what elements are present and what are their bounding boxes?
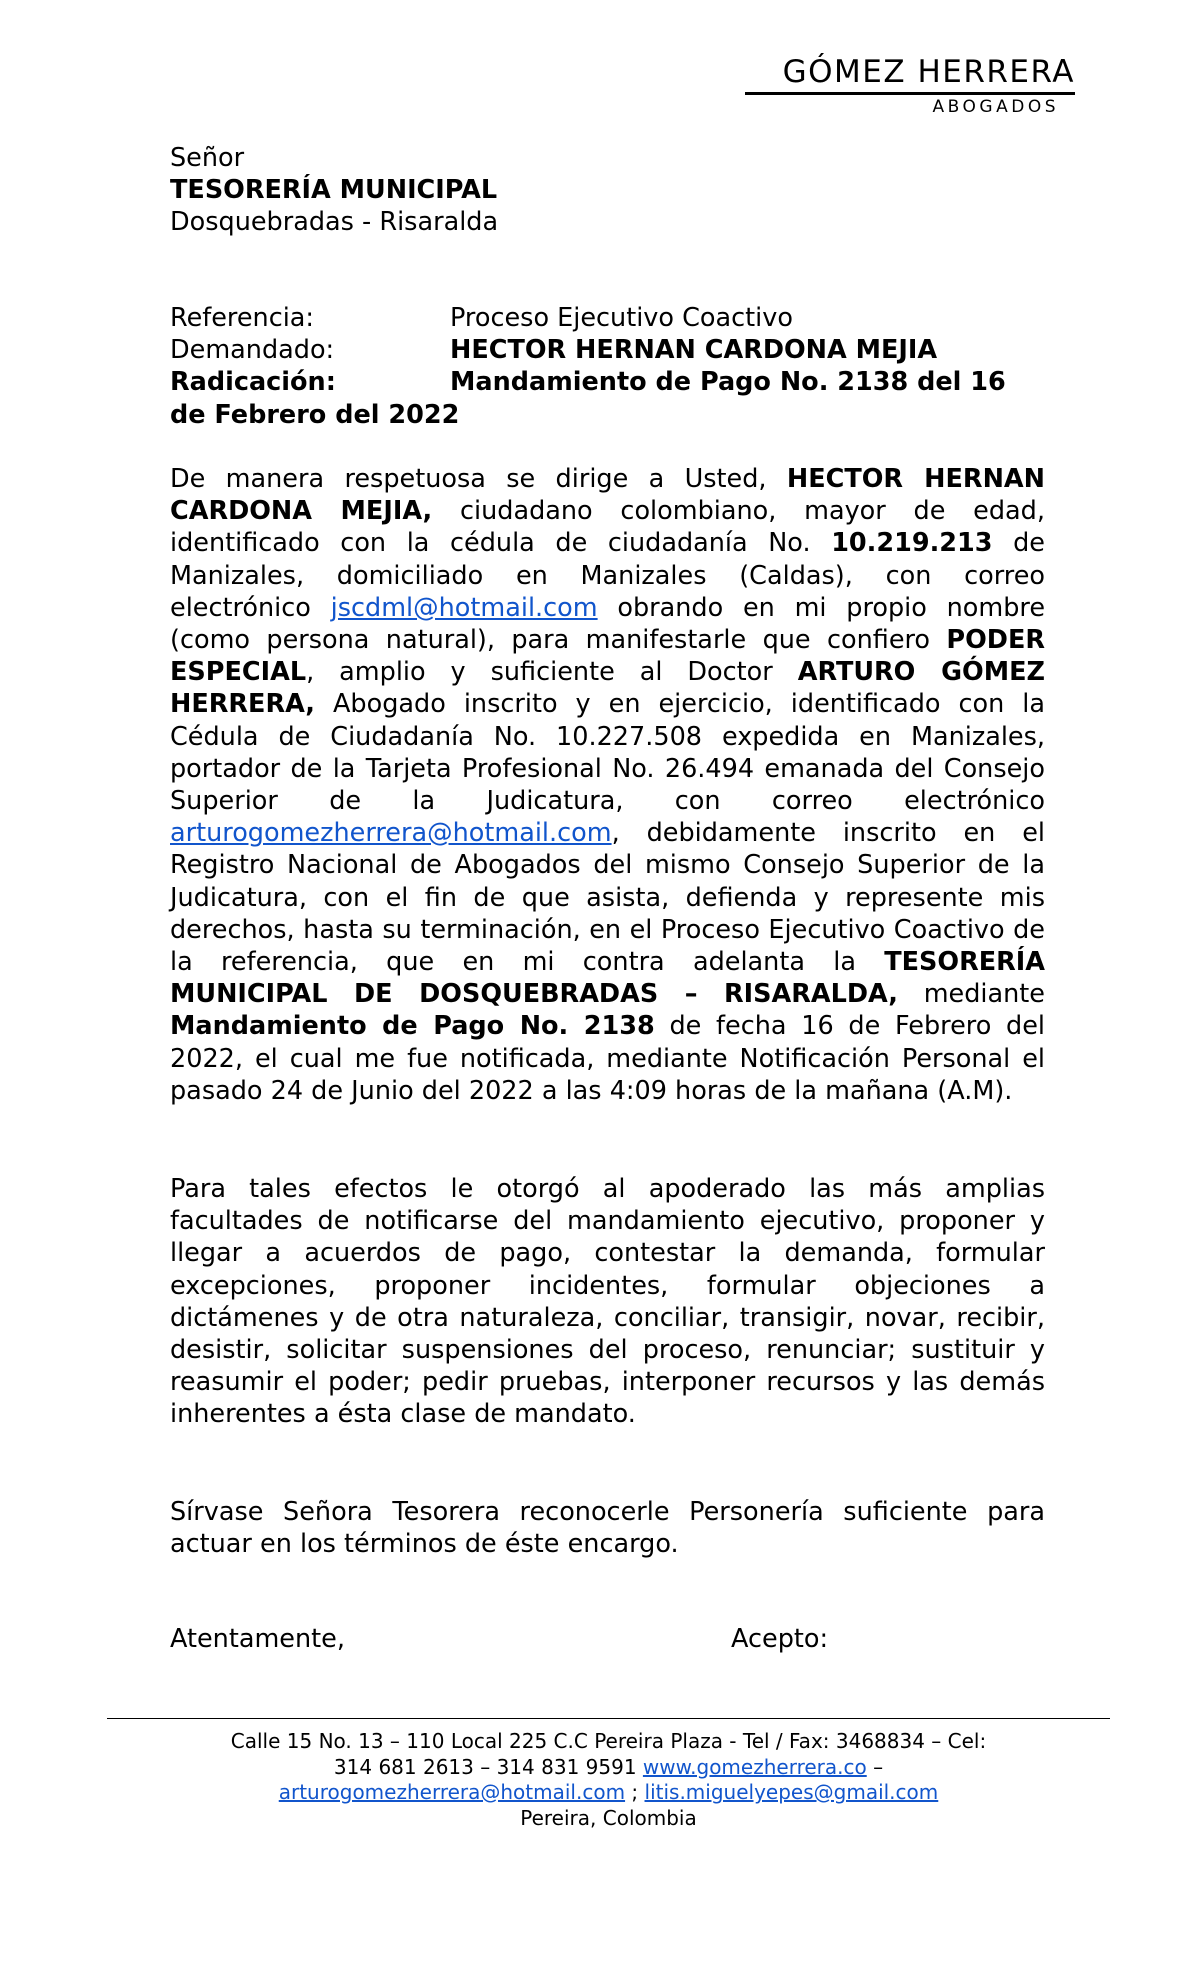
- footer-separator: ;: [625, 1780, 645, 1805]
- footer: [107, 1729, 1110, 1831]
- attorney-name: ARTURO GÓMEZ HERRERA,: [170, 657, 1045, 720]
- footer-dash: –: [866, 1754, 884, 1779]
- attorney-email-link[interactable]: arturogomezherrera@hotmail.com: [170, 818, 612, 849]
- signature-accept: Acepto:: [731, 1624, 829, 1654]
- p1-text: De manera respetuosa se dirige a Usted,: [170, 464, 787, 494]
- p1-text: , amplio y suficiente al Doctor: [306, 657, 798, 688]
- p1-text: , debidamente inscrito en el Registro Nacional de Abogados del mismo Consejo Superior de la Judicatura, con el fin de que asista, defienda y represente mis derechos, hasta su terminación, en el Proceso Ejecutivo Coactivo de la referencia, que en mi contra adelanta la: [170, 818, 1045, 978]
- defendant-row: [170, 334, 1045, 366]
- grantor-id-number: 10.219.213: [831, 528, 993, 559]
- footer-phones: 314 681 2613 – 314 831 9591: [333, 1754, 643, 1779]
- p1-text: de Manizales, domiciliado en Manizales (Caldas), con correo electrónico: [170, 528, 1045, 623]
- grantor-email-link[interactable]: jscdml@hotmail.com: [330, 592, 598, 623]
- body-paragraph-2: Para tales efectos le otorgó al apoderado las más amplias facultades de notificarse del mandamiento ejecutivo, proponer y llegar a acuerdos de pago, contestar la demanda, formular excepciones, proponer incidentes, formular objeciones a dictámenes y de otra naturaleza, conciliar, transigir, novar, recibir, desistir, solicitar suspensiones del proceso, renunciar; sustituir y reasumir el poder; pedir pruebas, interponer recursos y las demás inherentes a ésta clase de mandato.: [170, 1174, 1045, 1430]
- footer-phones-line: [107, 1755, 1110, 1781]
- signature-closing: Atentamente,: [170, 1624, 345, 1654]
- filing-value: Mandamiento de Pago No. 2138 del 16: [450, 367, 1006, 398]
- footer-email-link[interactable]: litis.miguelyepes@gmail.com: [644, 1780, 939, 1805]
- payment-order-ref: Mandamiento de Pago No. 2138: [170, 1011, 655, 1042]
- p1-text: obrando en mi propio nombre (como persona natural), para manifestarle que confiero: [170, 592, 1046, 656]
- p1-text: Abogado inscrito y en ejercicio, identificado con la Cédula de Ciudadanía No. 10.227.508 expedida en Manizales, portador de la Tarjeta Profesional No. 26.494 emanada del Consejo Superior de la Judicatura, con correo electrónico: [170, 689, 1045, 817]
- reference-value: Proceso Ejecutivo Coactivo: [450, 303, 793, 333]
- filing-label: Radicación:: [170, 367, 336, 398]
- p1-text: ciudadano colombiano, mayor de edad, identificado con la cédula de ciudadanía No.: [170, 496, 1045, 559]
- logo-subtitle: ABOGADOS: [932, 97, 1059, 117]
- recipient-block: [170, 142, 1045, 239]
- p1-text: mediante: [897, 979, 1045, 1010]
- grantor-name: HECTOR HERNAN CARDONA MEJIA,: [170, 464, 1045, 527]
- defendant-value: HECTOR HERNAN CARDONA MEJIA: [450, 335, 938, 366]
- recipient-salutation: Señor: [170, 143, 245, 173]
- footer-city: Pereira, Colombia: [520, 1805, 697, 1830]
- filing-value-continued: de Febrero del 2022: [170, 399, 460, 430]
- footer-divider: [107, 1718, 1110, 1719]
- firm-logo: [745, 54, 1075, 119]
- body-paragraph-1: [170, 463, 1045, 1107]
- treasury-name: TESORERÍA MUNICIPAL DE DOSQUEBRADAS – RISARALDA,: [170, 947, 1045, 1010]
- reference-block: [170, 302, 1045, 431]
- reference-label: Referencia:: [170, 303, 315, 333]
- defendant-label: Demandado:: [170, 335, 335, 366]
- reference-row: [170, 302, 1045, 334]
- footer-emails-line: [107, 1780, 1110, 1806]
- power-type: PODER ESPECIAL: [170, 625, 1045, 688]
- logo-firm-name: GÓMEZ HERRERA: [782, 54, 1075, 90]
- footer-website-link[interactable]: www.gomezherrera.co: [642, 1754, 867, 1779]
- filing-row: [170, 366, 1045, 398]
- footer-address: Calle 15 No. 13 – 110 Local 225 C.C Pereira Plaza - Tel / Fax: 3468834 – Cel:: [230, 1729, 987, 1753]
- body-paragraph-3: Sírvase Señora Tesorera reconocerle Personería suficiente para actuar en los términos de éste encargo.: [170, 1497, 1045, 1560]
- recipient-name: TESORERÍA MUNICIPAL: [170, 175, 498, 206]
- footer-email-link[interactable]: arturogomezherrera@hotmail.com: [278, 1780, 626, 1805]
- recipient-city: Dosquebradas - Risaralda: [170, 207, 499, 238]
- p1-text: de fecha 16 de Febrero del 2022, el cual me fue notificada, mediante Notificación Personal el pasado 24 de Junio del 2022 a las 4:09 horas de la mañana (A.M).: [170, 1011, 1045, 1106]
